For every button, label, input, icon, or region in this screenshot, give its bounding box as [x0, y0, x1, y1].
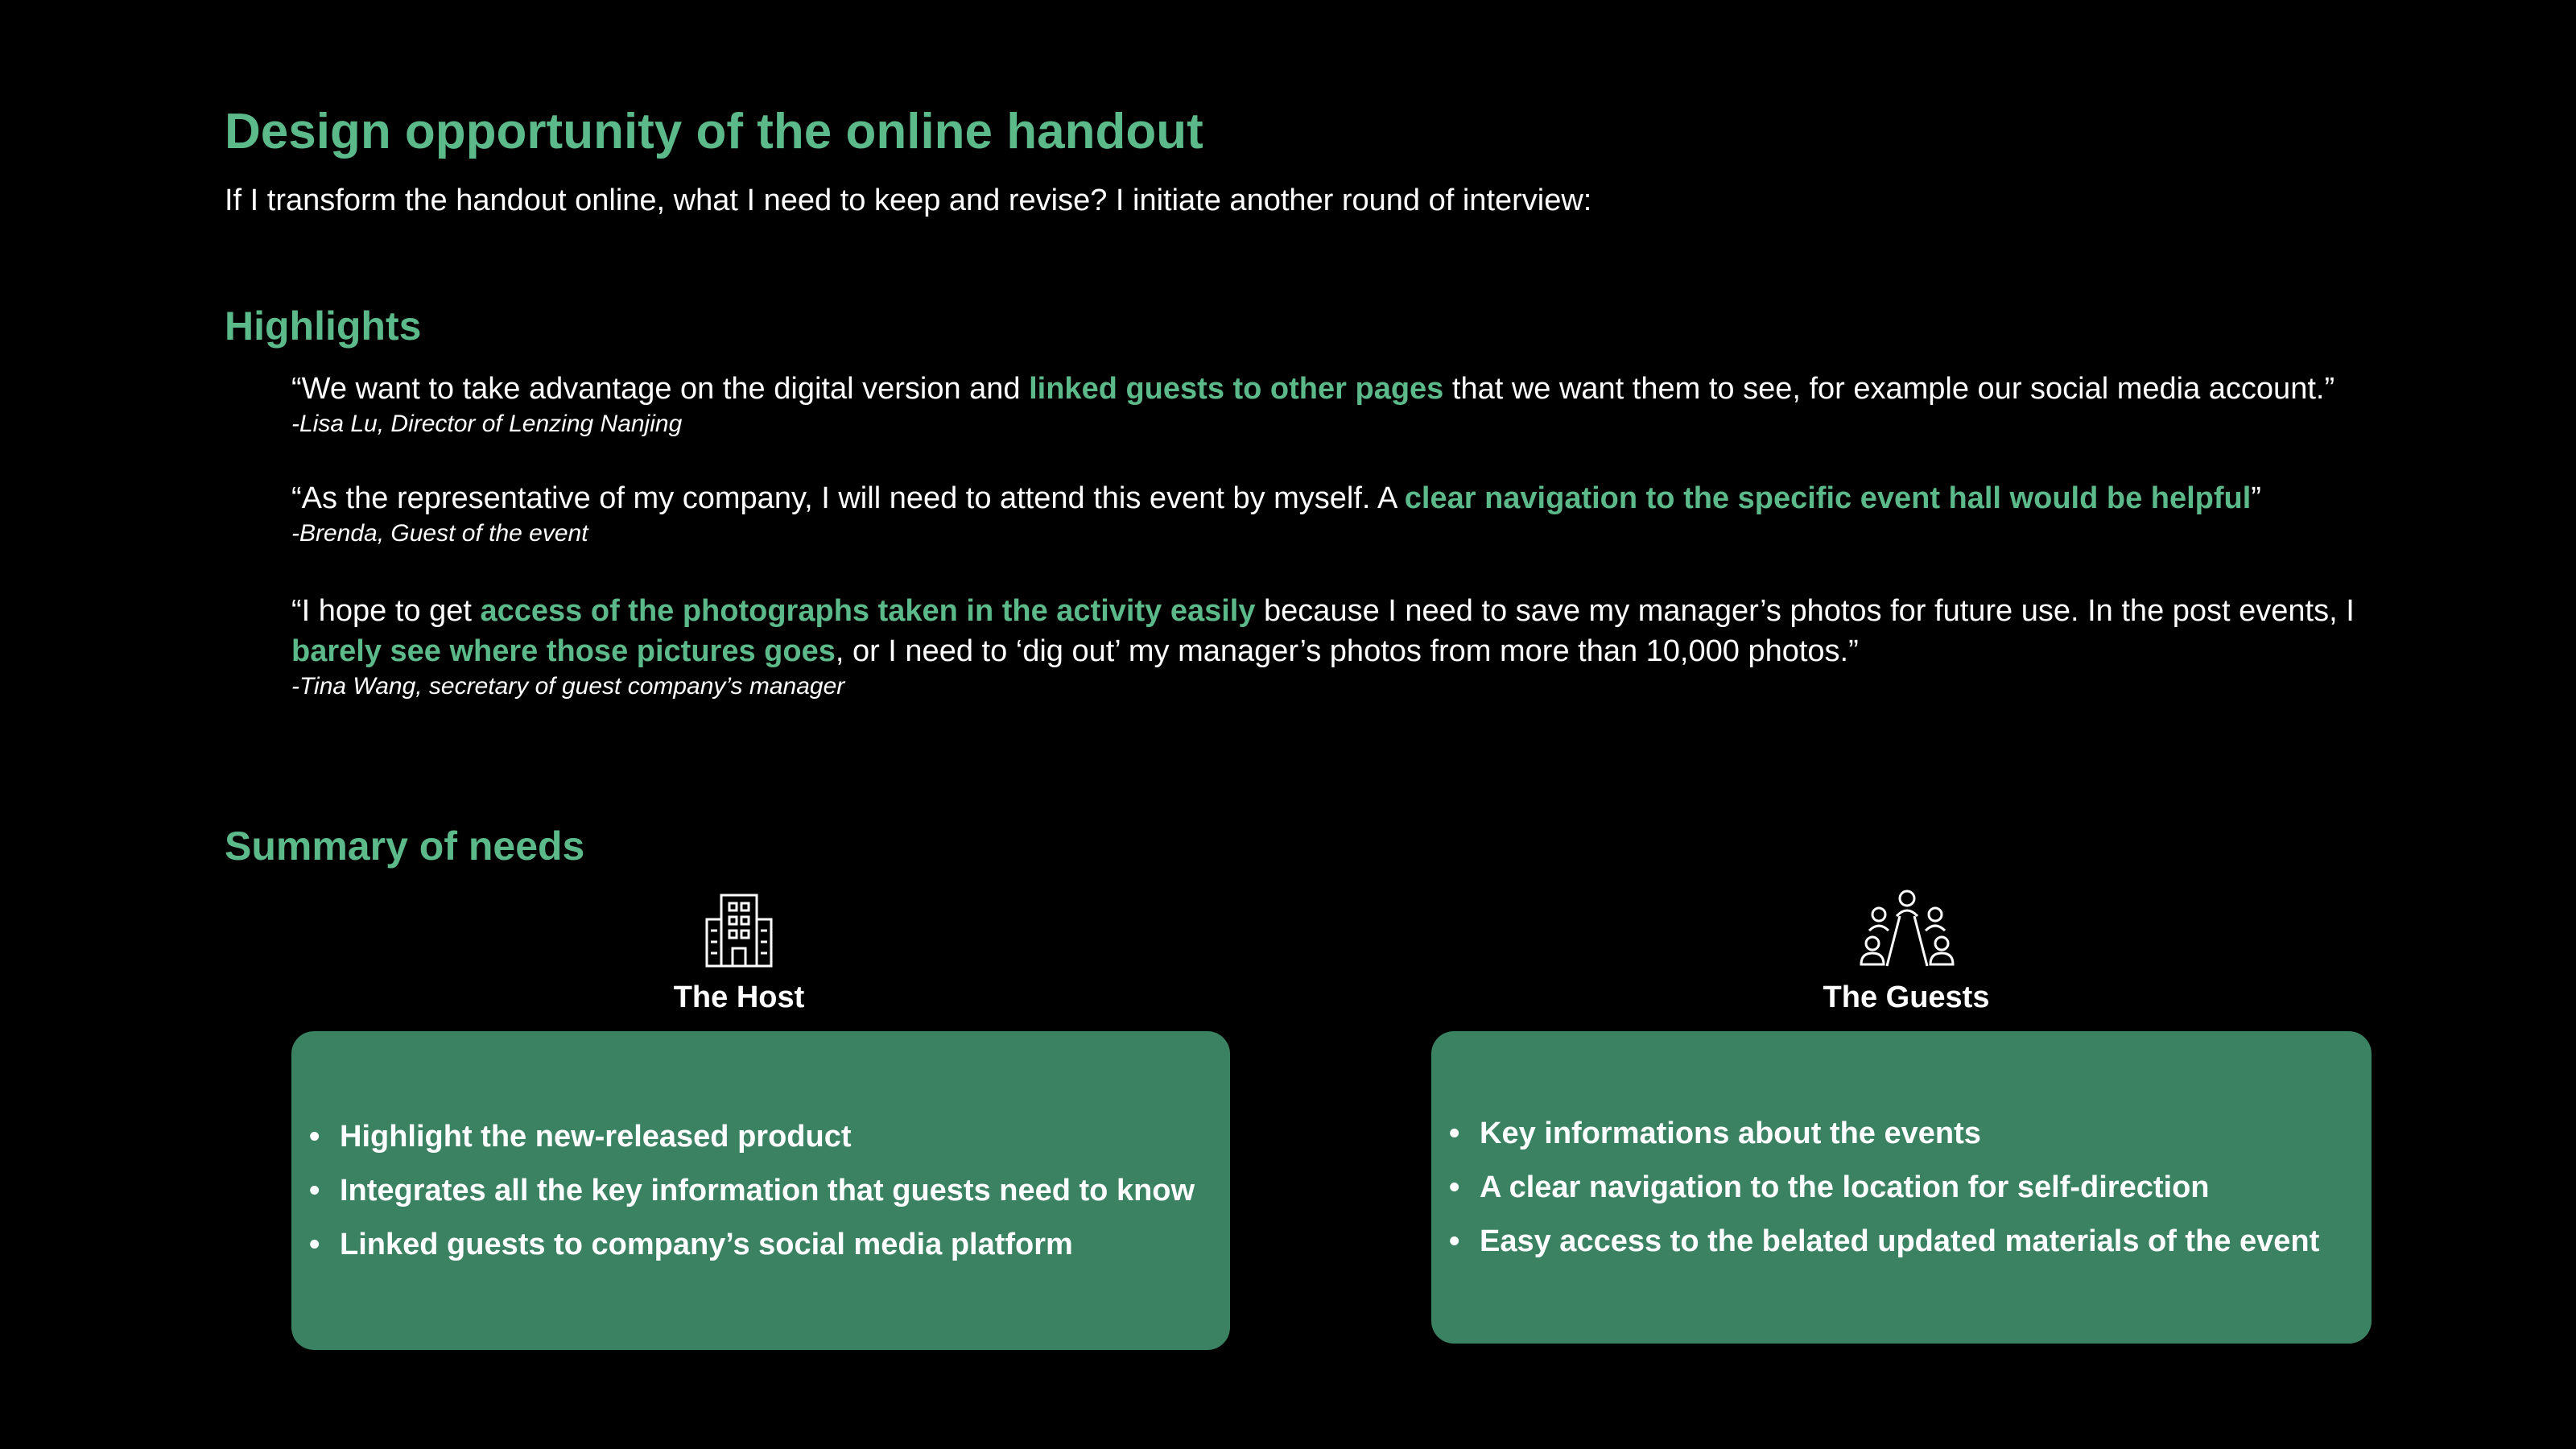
quote-3	[291, 591, 2401, 671]
quote-2	[291, 478, 2401, 518]
guests-needs-card	[1431, 1031, 2372, 1344]
list-item: • Highlight the new-released product	[309, 1120, 852, 1154]
quote-1-text: “We want to take advantage on the digital version and	[291, 372, 1030, 406]
guests-need-3: Easy access to the belated updated materials of the event	[1480, 1224, 2320, 1258]
quote-1-highlight: linked guests to other pages	[1029, 372, 1444, 406]
quote-2-text: “As the representative of my company, I will need to attend this event by myself. A	[291, 481, 1405, 515]
guests-label: The Guests	[1823, 980, 1990, 1014]
quote-3-text: “I hope to get	[291, 594, 481, 628]
list-item: • Integrates all the key information that guests need to know	[309, 1174, 1195, 1208]
page-subtitle: If I transform the handout online, what I need to keep and revise? I initiate another round of interview:	[225, 184, 1592, 217]
guests-need-1: Key informations about the events	[1480, 1117, 1981, 1150]
quote-3-author: -Tina Wang, secretary of guest company’s manager	[291, 673, 845, 700]
guests-needs-list	[1449, 1107, 2319, 1269]
quote-2-text-end: ”	[2251, 481, 2261, 515]
host-need-2: Integrates all the key information that guests need to know	[340, 1174, 1195, 1208]
host-need-3: Linked guests to company’s social media platform	[340, 1228, 1073, 1261]
guests-need-2: A clear navigation to the location for self-direction	[1480, 1170, 2210, 1204]
quote-3-highlight: access of the photographs taken in the activity easily	[480, 594, 1256, 628]
building-icon	[704, 892, 774, 968]
list-item: • Easy access to the belated updated materials of the event	[1449, 1224, 2320, 1258]
quote-3-text-mid: because I need to save my manager’s photos for future use. In the post events, I	[1255, 594, 2355, 628]
page-title: Design opportunity of the online handout	[225, 104, 1203, 159]
quote-3-highlight-2: barely see where those pictures goes	[291, 634, 836, 668]
quote-2-author: -Brenda, Guest of the event	[291, 520, 588, 547]
group-icon	[1855, 889, 1959, 968]
host-needs-list	[309, 1110, 1195, 1272]
summary-heading: Summary of needs	[225, 824, 585, 869]
host-need-1: Highlight the new-released product	[340, 1120, 852, 1154]
quote-1-text-end: that we want them to see, for example our social media account.”	[1443, 372, 2335, 406]
host-needs-card	[291, 1031, 1230, 1350]
quote-3-text-end: , or I need to ‘dig out’ my manager’s photos from more than 10,000 photos.”	[835, 634, 1859, 668]
quote-2-highlight: clear navigation to the specific event hall would be helpful	[1404, 481, 2252, 515]
list-item: • Linked guests to company’s social media platform	[309, 1228, 1073, 1261]
list-item: • Key informations about the events	[1449, 1117, 1981, 1150]
quote-1	[291, 369, 2401, 409]
highlights-heading: Highlights	[225, 303, 422, 349]
list-item: • A clear navigation to the location for self-direction	[1449, 1170, 2210, 1204]
host-label: The Host	[673, 980, 805, 1014]
quote-1-author: -Lisa Lu, Director of Lenzing Nanjing	[291, 411, 683, 437]
